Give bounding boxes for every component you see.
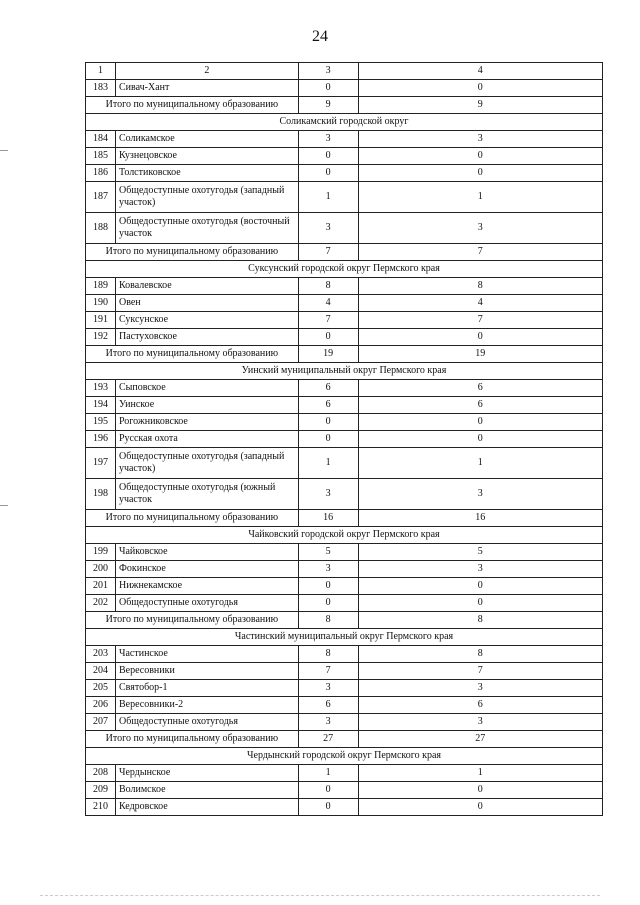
row-value-col4: 0: [358, 165, 602, 182]
table-row: [86, 646, 603, 663]
row-name: Фокинское: [115, 561, 298, 578]
row-value-col3: 1: [298, 182, 358, 213]
row-number: 183: [86, 80, 116, 97]
row-number: 206: [86, 697, 116, 714]
row-value-col4: 3: [358, 131, 602, 148]
total-row: [86, 731, 603, 748]
section-header-row: [86, 261, 603, 278]
row-number: 200: [86, 561, 116, 578]
row-name: Соликамское: [115, 131, 298, 148]
row-number: 210: [86, 799, 116, 816]
row-value-col3: 0: [298, 414, 358, 431]
table-row: [86, 765, 603, 782]
total-value-col4: 27: [358, 731, 602, 748]
row-value-col4: 3: [358, 714, 602, 731]
table-row: [86, 431, 603, 448]
table-row: [86, 799, 603, 816]
row-value-col3: 3: [298, 714, 358, 731]
table-row: [86, 380, 603, 397]
row-name: Общедоступные охотугодья (южный участок: [115, 479, 298, 510]
table-row: [86, 182, 603, 213]
table-row: [86, 714, 603, 731]
row-value-col3: 5: [298, 544, 358, 561]
table-row: [86, 479, 603, 510]
row-value-col4: 3: [358, 213, 602, 244]
row-name: Рогожниковское: [115, 414, 298, 431]
total-value-col3: 9: [298, 97, 358, 114]
row-value-col4: 1: [358, 182, 602, 213]
total-value-col3: 8: [298, 612, 358, 629]
row-value-col4: 0: [358, 799, 602, 816]
total-value-col4: 7: [358, 244, 602, 261]
table-row: [86, 578, 603, 595]
header-cell-2: 2: [115, 63, 298, 80]
table-row: [86, 165, 603, 182]
table-row: [86, 295, 603, 312]
row-name: Волимское: [115, 782, 298, 799]
row-number: 188: [86, 213, 116, 244]
section-header-row: [86, 114, 603, 131]
row-value-col3: 1: [298, 448, 358, 479]
row-name: Чайковское: [115, 544, 298, 561]
row-value-col4: 0: [358, 431, 602, 448]
table-row: [86, 131, 603, 148]
row-value-col3: 6: [298, 397, 358, 414]
total-value-col4: 8: [358, 612, 602, 629]
total-value-col4: 9: [358, 97, 602, 114]
row-value-col3: 8: [298, 278, 358, 295]
row-value-col4: 7: [358, 663, 602, 680]
section-title: Уинский муниципальный округ Пермского края: [86, 363, 603, 380]
row-value-col4: 0: [358, 782, 602, 799]
table-row: [86, 782, 603, 799]
row-value-col4: 8: [358, 278, 602, 295]
row-number: 195: [86, 414, 116, 431]
total-row: [86, 612, 603, 629]
row-number: 201: [86, 578, 116, 595]
row-number: 184: [86, 131, 116, 148]
row-number: 196: [86, 431, 116, 448]
table-row: [86, 697, 603, 714]
total-value-col3: 16: [298, 510, 358, 527]
row-name: Общедоступные охотугодья (западный участок): [115, 448, 298, 479]
row-value-col4: 0: [358, 80, 602, 97]
row-number: 209: [86, 782, 116, 799]
row-number: 190: [86, 295, 116, 312]
header-cell-1: 1: [86, 63, 116, 80]
table-row: [86, 414, 603, 431]
row-value-col3: 0: [298, 148, 358, 165]
row-number: 186: [86, 165, 116, 182]
row-number: 203: [86, 646, 116, 663]
row-value-col4: 1: [358, 448, 602, 479]
row-value-col4: 4: [358, 295, 602, 312]
row-number: 185: [86, 148, 116, 165]
row-value-col3: 7: [298, 312, 358, 329]
row-number: 202: [86, 595, 116, 612]
row-name: Общедоступные охотугодья (западный участок): [115, 182, 298, 213]
row-name: Нижнекамское: [115, 578, 298, 595]
total-label: Итого по муниципальному образованию: [86, 510, 299, 527]
table-row: [86, 663, 603, 680]
row-value-col4: 3: [358, 479, 602, 510]
table-row: [86, 329, 603, 346]
row-name: Сивач-Хант: [115, 80, 298, 97]
row-name: Вересовники-2: [115, 697, 298, 714]
total-row: [86, 346, 603, 363]
table-row: [86, 680, 603, 697]
total-row: [86, 510, 603, 527]
row-name: Толстиковское: [115, 165, 298, 182]
row-value-col3: 3: [298, 561, 358, 578]
row-value-col3: 8: [298, 646, 358, 663]
row-name: Уинское: [115, 397, 298, 414]
row-number: 207: [86, 714, 116, 731]
row-value-col3: 3: [298, 680, 358, 697]
row-value-col3: 3: [298, 479, 358, 510]
row-name: Сыповское: [115, 380, 298, 397]
total-value-col3: 7: [298, 244, 358, 261]
table-row: [86, 561, 603, 578]
section-title: Частинский муниципальный округ Пермского края: [86, 629, 603, 646]
table-row: [86, 397, 603, 414]
row-value-col3: 0: [298, 80, 358, 97]
row-name: Кузнецовское: [115, 148, 298, 165]
row-value-col3: 4: [298, 295, 358, 312]
row-name: Чердынское: [115, 765, 298, 782]
table-row: [86, 213, 603, 244]
row-value-col3: 0: [298, 799, 358, 816]
row-value-col4: 3: [358, 561, 602, 578]
row-name: Общедоступные охотугодья: [115, 714, 298, 731]
scan-bottom-rule: [40, 895, 600, 896]
table-row: [86, 595, 603, 612]
row-number: 197: [86, 448, 116, 479]
section-header-row: [86, 748, 603, 765]
table-row: [86, 544, 603, 561]
total-row: [86, 244, 603, 261]
total-label: Итого по муниципальному образованию: [86, 97, 299, 114]
row-number: 199: [86, 544, 116, 561]
total-label: Итого по муниципальному образованию: [86, 612, 299, 629]
page-number: 24: [312, 28, 328, 45]
row-value-col3: 1: [298, 765, 358, 782]
row-name: Суксунское: [115, 312, 298, 329]
row-number: 187: [86, 182, 116, 213]
row-number: 198: [86, 479, 116, 510]
row-number: 204: [86, 663, 116, 680]
row-value-col4: 5: [358, 544, 602, 561]
table-row: [86, 148, 603, 165]
row-name: Пастуховское: [115, 329, 298, 346]
total-label: Итого по муниципальному образованию: [86, 731, 299, 748]
total-label: Итого по муниципальному образованию: [86, 244, 299, 261]
section-title: Суксунский городской округ Пермского края: [86, 261, 603, 278]
hunting-grounds-table: [85, 62, 603, 816]
row-name: Ковалевское: [115, 278, 298, 295]
section-header-row: [86, 363, 603, 380]
section-header-row: [86, 629, 603, 646]
row-value-col3: 3: [298, 213, 358, 244]
section-title: Соликамский городской округ: [86, 114, 603, 131]
row-name: Русская охота: [115, 431, 298, 448]
row-value-col3: 0: [298, 578, 358, 595]
row-value-col4: 3: [358, 680, 602, 697]
row-number: 208: [86, 765, 116, 782]
table-body: [86, 63, 603, 816]
header-cell-3: 3: [298, 63, 358, 80]
section-title: Чердынский городской округ Пермского края: [86, 748, 603, 765]
header-cell-4: 4: [358, 63, 602, 80]
total-value-col4: 16: [358, 510, 602, 527]
row-value-col4: 0: [358, 595, 602, 612]
table-row: [86, 448, 603, 479]
table-row: [86, 312, 603, 329]
row-value-col4: 0: [358, 414, 602, 431]
row-value-col4: 1: [358, 765, 602, 782]
table-row: [86, 278, 603, 295]
row-value-col3: 0: [298, 782, 358, 799]
total-value-col3: 27: [298, 731, 358, 748]
section-title: Чайковский городской округ Пермского края: [86, 527, 603, 544]
row-number: 192: [86, 329, 116, 346]
row-name: Общедоступные охотугодья: [115, 595, 298, 612]
row-number: 191: [86, 312, 116, 329]
row-value-col4: 0: [358, 578, 602, 595]
row-value-col3: 0: [298, 431, 358, 448]
row-value-col3: 6: [298, 697, 358, 714]
row-value-col3: 0: [298, 165, 358, 182]
table-row: [86, 80, 603, 97]
table-header-row: [86, 63, 603, 80]
row-name: Святобор-1: [115, 680, 298, 697]
row-name: Общедоступные охотугодья (восточный участок: [115, 213, 298, 244]
section-header-row: [86, 527, 603, 544]
row-value-col3: 0: [298, 329, 358, 346]
row-value-col4: 7: [358, 312, 602, 329]
row-number: 189: [86, 278, 116, 295]
row-value-col3: 3: [298, 131, 358, 148]
row-value-col4: 8: [358, 646, 602, 663]
scan-edge-mark: [0, 505, 8, 506]
total-row: [86, 97, 603, 114]
row-value-col4: 6: [358, 380, 602, 397]
row-value-col3: 0: [298, 595, 358, 612]
total-label: Итого по муниципальному образованию: [86, 346, 299, 363]
row-value-col4: 0: [358, 148, 602, 165]
row-number: 205: [86, 680, 116, 697]
total-value-col3: 19: [298, 346, 358, 363]
row-name: Овен: [115, 295, 298, 312]
row-number: 194: [86, 397, 116, 414]
row-value-col3: 6: [298, 380, 358, 397]
row-value-col4: 0: [358, 329, 602, 346]
scan-edge-mark: [0, 150, 8, 151]
row-name: Вересовники: [115, 663, 298, 680]
row-name: Кедровское: [115, 799, 298, 816]
row-number: 193: [86, 380, 116, 397]
row-value-col4: 6: [358, 397, 602, 414]
row-value-col4: 6: [358, 697, 602, 714]
row-value-col3: 7: [298, 663, 358, 680]
total-value-col4: 19: [358, 346, 602, 363]
row-name: Частинское: [115, 646, 298, 663]
